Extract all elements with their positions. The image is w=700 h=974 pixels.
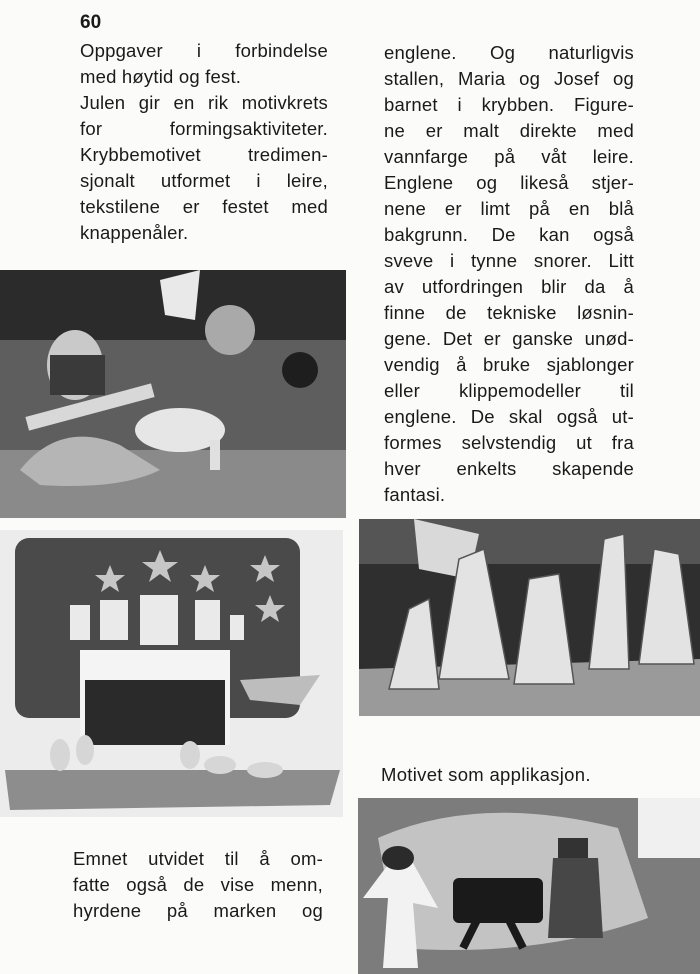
text-line: nene er limt på en blå	[384, 198, 634, 219]
text-line: barnet i krybben. Figure-	[384, 94, 634, 115]
text-line: sveve i tynne snorer. Litt	[384, 250, 634, 271]
text-line: fatte også de vise menn,	[73, 874, 323, 895]
text-line: Englene og likeså stjer-	[384, 172, 634, 193]
text-line: knappenåler.	[80, 222, 189, 243]
text-line: hyrdene på marken og	[73, 900, 323, 921]
text-line: med høytid og fest.	[80, 66, 242, 87]
text-line: Emnet utvidet til å om-	[73, 848, 323, 869]
text-line: for formingsaktiviteter.	[80, 118, 328, 139]
clay-nativity-photo	[0, 270, 346, 518]
text-line: eller klippemodeller til	[384, 380, 634, 401]
text-line: bakgrunn. De kan også	[384, 224, 634, 245]
page-number: 60	[80, 12, 102, 33]
extended-topic-text	[73, 846, 323, 924]
text-line: Julen gir en rik motivkrets	[80, 92, 328, 113]
text-line: av utfordringen blir da å	[384, 276, 634, 297]
stable-with-angels-photo	[0, 530, 343, 817]
text-line: englene. De skal også ut-	[384, 406, 634, 427]
text-line: formes selvstendig ut fra	[384, 432, 634, 453]
text-line: tekstilene er festet med	[80, 196, 328, 217]
text-line: finne de tekniske løsnin-	[384, 302, 634, 323]
intro-text	[80, 38, 328, 246]
text-line: gene. Det er ganske unød-	[384, 328, 634, 349]
text-line: Krybbemotivet tredimen-	[80, 144, 328, 165]
text-line: englene. Og naturligvis	[384, 42, 634, 63]
text-line: vendig å bruke sjablonger	[384, 354, 634, 375]
text-line: ne er malt direkte med	[384, 120, 634, 141]
text-line: sjonalt utformet i leire,	[80, 170, 328, 191]
photo-caption: Motivet som applikasjon.	[381, 764, 591, 785]
applique-photo	[358, 798, 700, 974]
continued-text	[384, 40, 634, 508]
text-line: fantasi.	[384, 484, 446, 505]
text-line: Oppgaver i forbindelse	[80, 40, 328, 61]
paper-figures-photo	[359, 519, 700, 716]
text-line: stallen, Maria og Josef og	[384, 68, 634, 89]
text-line: hver enkelts skapende	[384, 458, 634, 479]
text-line: vannfarge på våt leire.	[384, 146, 634, 167]
